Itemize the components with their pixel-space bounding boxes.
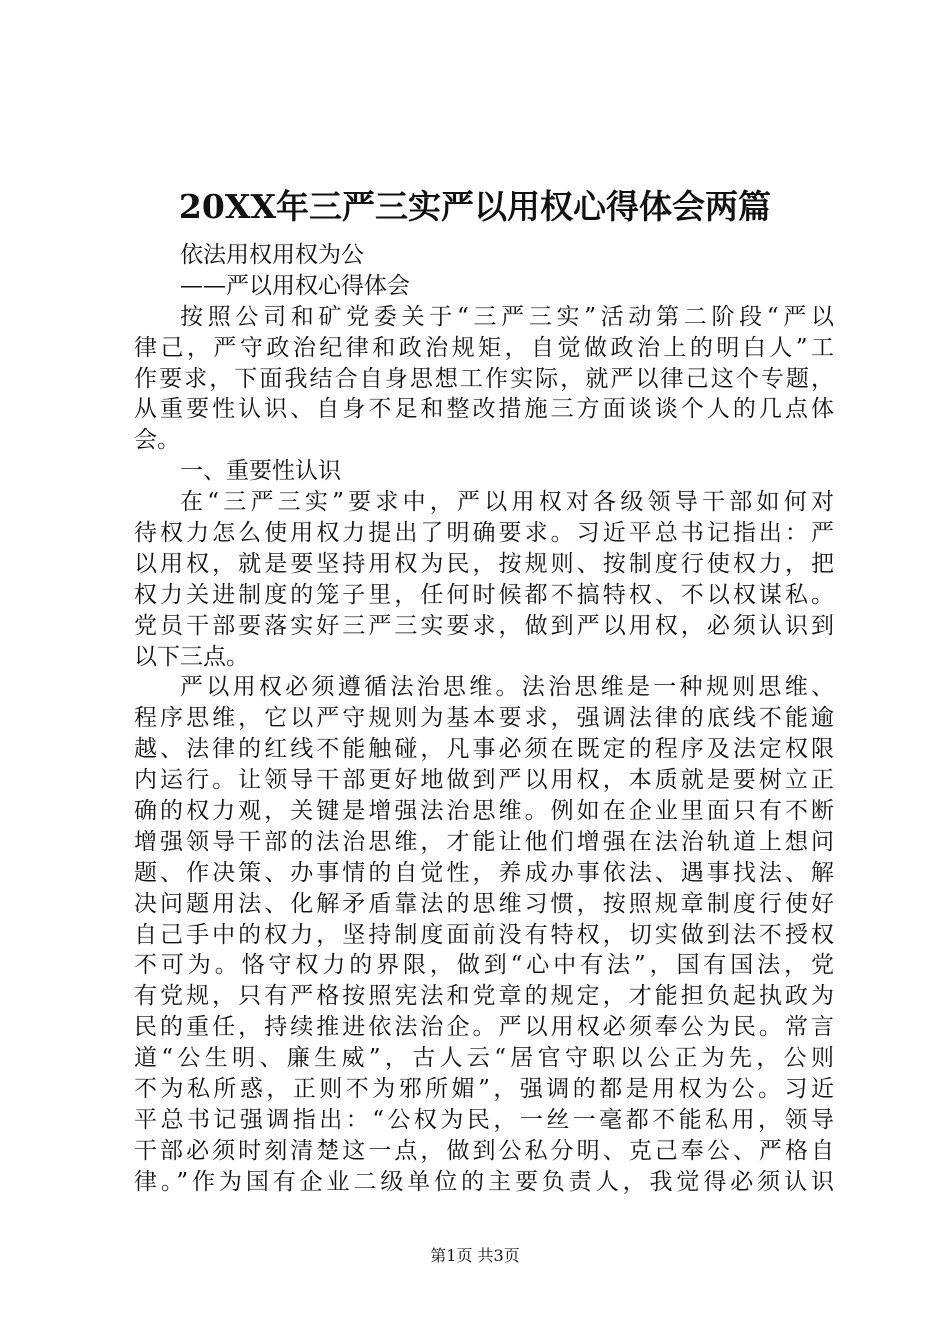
text-line: 决问题用法、化解矛盾靠法的思维习惯，按照规章制度行使好 — [134, 890, 834, 917]
document-title: 20XX年三严三实严以用权心得体会两篇 — [178, 187, 772, 226]
text-line: 律。”作为国有企业二级单位的主要负责人，我觉得必须认识 — [134, 1168, 834, 1195]
text-line: 不为私所惑，正则不为邪所媚”，强调的都是用权为公。习近 — [134, 1076, 834, 1103]
text-line: 权力关进制度的笼子里，任何时候都不搞特权、不以权谋私。 — [134, 581, 834, 608]
text-line: 题、作决策、办事情的自觉性，养成办事依法、遇事找法、解 — [134, 859, 834, 886]
text-line: 会。 — [134, 427, 180, 454]
text-line: 以下三点。 — [134, 643, 249, 670]
text-line: 不可为。恪守权力的界限，做到“心中有法”，国有国法，党 — [134, 952, 834, 979]
text-line: 自己手中的权力，坚持制度面前没有特权，切实做到法不授权 — [134, 921, 834, 948]
text-line: 在“三严三实”要求中，严以用权对各级领导干部如何对 — [180, 489, 834, 516]
text-line: 一、重要性认识 — [180, 458, 341, 485]
text-line: 党员干部要落实好三严三实要求，做到严以用权，必须认识到 — [134, 612, 834, 639]
text-line: ——严以用权心得体会 — [180, 272, 410, 299]
text-line: 严以用权必须遵循法治思维。法治思维是一种规则思维、 — [180, 674, 834, 701]
text-line: 干部必须时刻清楚这一点，做到公私分明、克己奉公、严格自 — [134, 1137, 834, 1164]
text-line: 待权力怎么使用权力提出了明确要求。习近平总书记指出：严 — [134, 520, 834, 547]
text-line: 平总书记强调指出：“公权为民，一丝一毫都不能私用，领导 — [134, 1106, 834, 1133]
text-line: 民的重任，持续推进依法治企。严以用权必须奉公为民。常言 — [134, 1014, 834, 1041]
text-line: 道“公生明、廉生威”，古人云“居官守职以公正为先，公则 — [134, 1045, 834, 1072]
text-line: 内运行。让领导干部更好地做到严以用权，本质就是要树立正 — [134, 767, 834, 794]
text-line: 依法用权用权为公 — [180, 242, 364, 268]
text-line: 程序思维，它以严守规则为基本要求，强调法律的底线不能逾 — [134, 705, 834, 732]
text-line: 有党规，只有严格按照宪法和党章的规定，才能担负起执政为 — [134, 983, 834, 1010]
text-line: 从重要性认识、自身不足和整改措施三方面谈谈个人的几点体 — [134, 396, 834, 423]
text-line: 以用权，就是要坚持用权为民，按规则、按制度行使权力，把 — [134, 550, 834, 577]
text-line: 按照公司和矿党委关于“三严三实”活动第二阶段“严以 — [180, 303, 834, 330]
text-line: 确的权力观，关键是增强法治思维。例如在企业里面只有不断 — [134, 798, 834, 825]
text-line: 越、法律的红线不能触碰，凡事必须在既定的程序及法定权限 — [134, 736, 834, 763]
page-footer: 第1页 共3页 — [430, 1246, 520, 1265]
text-line: 作要求，下面我结合自身思想工作实际，就严以律己这个专题， — [134, 365, 834, 392]
document-body — [134, 240, 834, 1198]
text-line: 律己，严守政治纪律和政治规矩，自觉做政治上的明白人”工 — [134, 334, 834, 361]
text-line: 增强领导干部的法治思维，才能让他们增强在法治轨道上想问 — [134, 828, 834, 855]
